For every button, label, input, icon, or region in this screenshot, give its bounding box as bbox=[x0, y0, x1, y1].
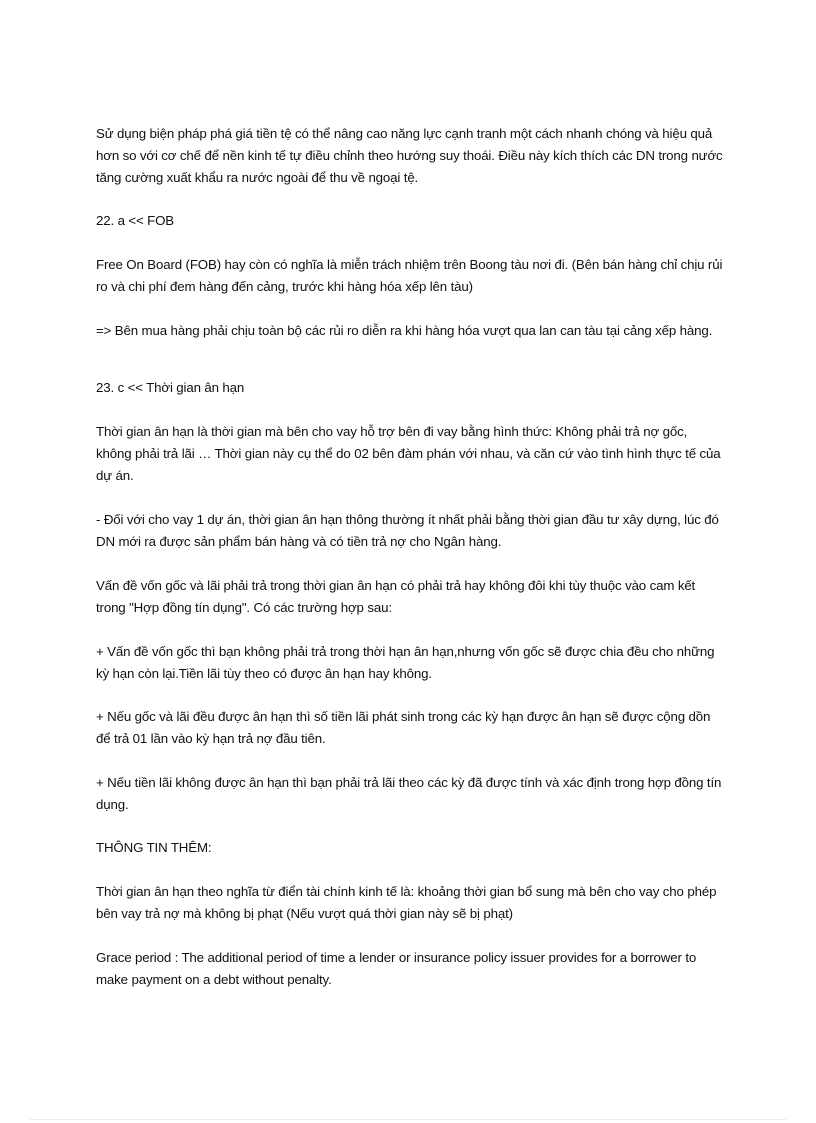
paragraph-grace-period-definition: Thời gian ân hạn là thời gian mà bên cho vay hỗ trợ bên đi vay bằng hình thức: Không phải trả nợ gốc, không phải trả lãi … Thời gian này cụ thể do 02 bên đàm phán với nhau, và căn cứ vào tình hình thực tế của dự án. bbox=[96, 424, 721, 483]
paragraph-case-principal: + Vấn đề vốn gốc thì bạn không phải trả trong thời hạn ân hạn,nhưng vốn gốc sẽ được chia đều cho những kỳ hạn còn lại.Tiền lãi tùy theo có được ân hạn hay không. bbox=[96, 644, 715, 681]
paragraph-fob-definition: Free On Board (FOB) hay còn có nghĩa là miễn trách nhiệm trên Boong tàu nơi đi. (Bên bán hàng chỉ chịu rủi ro và chi phí đem hàng đến cảng, trước khi hàng hóa xếp lên tàu) bbox=[96, 257, 723, 294]
section-heading-more-info: THÔNG TIN THÊM: bbox=[96, 840, 212, 855]
paragraph-case-both: + Nếu gốc và lãi đều được ân hạn thì số tiền lãi phát sinh trong các kỳ hạn được ân hạn sẽ được cộng dồn để trả 01 lần vào kỳ hạn trả nợ đầu tiên. bbox=[96, 709, 711, 746]
answer-22-heading: 22. a << FOB bbox=[96, 213, 175, 228]
paragraph-fob-buyer-risk: => Bên mua hàng phải chịu toàn bộ các rủi ro diễn ra khi hàng hóa vượt qua lan can tàu tại cảng xếp hàng. bbox=[96, 323, 713, 338]
paragraph-case-interest: + Nếu tiền lãi không được ân hạn thì bạn phải trả lãi theo các kỳ đã được tính và xác định trong hợp đồng tín dụng. bbox=[96, 775, 722, 812]
paragraph-dictionary-definition: Thời gian ân hạn theo nghĩa từ điển tài chính kinh tế là: khoảng thời gian bổ sung mà bên cho vay cho phép bên vay trả nợ mà không bị phạt (Nếu vượt quá thời gian này sẽ bị phạt) bbox=[96, 884, 717, 921]
page-bottom-divider bbox=[30, 1119, 786, 1120]
answer-23-heading: 23. c << Thời gian ân hạn bbox=[96, 380, 245, 395]
paragraph-project-loan: - Đối với cho vay 1 dự án, thời gian ân hạn thông thường ít nhất phải bằng thời gian đầu tư xây dựng, lúc đó DN mới ra được sản phẩm bán hàng và có tiền trả nợ cho Ngân hàng. bbox=[96, 512, 719, 549]
paragraph-english-definition: Grace period : The additional period of time a lender or insurance policy issuer provides for a borrower to make payment on a debt without penalty. bbox=[96, 950, 697, 987]
paragraph-devaluation: Sử dụng biện pháp phá giá tiền tệ có thể nâng cao năng lực cạnh tranh một cách nhanh chóng và hiệu quả hơn so với cơ chế để nền kinh tế tự điều chỉnh theo hướng suy thoái. Điều này kích thích các DN trong nước tăng cường xuất khẩu ra nước ngoài để thu về ngoại tệ. bbox=[96, 126, 723, 185]
paragraph-principal-interest: Vấn đề vốn gốc và lãi phải trả trong thời gian ân hạn có phải trả hay không đôi khi tùy thuộc vào cam kết trong "Hợp đồng tín dụng". Có các trường hợp sau: bbox=[96, 578, 696, 615]
